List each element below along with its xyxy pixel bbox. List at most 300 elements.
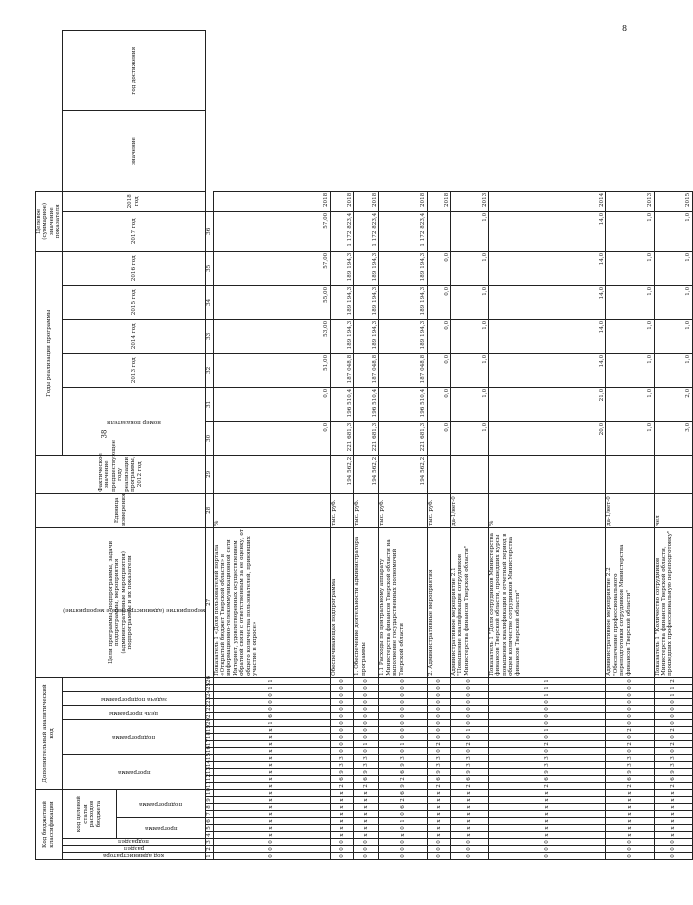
column-number: 35 bbox=[206, 251, 213, 285]
code-cell: 3 bbox=[654, 755, 692, 762]
fact-cell bbox=[654, 455, 692, 493]
target-value-header: значение bbox=[62, 111, 205, 191]
column-number: 8 bbox=[206, 805, 213, 809]
target-group-header: Целевое (суммарное) значение показателя bbox=[36, 191, 63, 251]
code-cell: x bbox=[213, 804, 330, 811]
code-cell: 6 bbox=[379, 790, 427, 797]
code-cell: 0 bbox=[451, 853, 489, 860]
year-value-cell: 1,0 bbox=[654, 353, 692, 387]
analytic-col-header: мероприятие (административное мероприятие) bbox=[62, 527, 205, 691]
row-name: Административное мероприятие 2.2 "Обеспечение профессионального переподготовки сотрудников Министерства финансов Тверской области" bbox=[606, 527, 654, 677]
year-value-cell: 189 194,3 bbox=[379, 285, 427, 319]
code-cell: 0 bbox=[654, 713, 692, 720]
code-cell: x bbox=[488, 818, 605, 825]
program-name-header: Цели программы, подпрограммы, задачи подпрограммы, мероприятия (административные мероприятия) подпрограммы и их показатели bbox=[36, 527, 206, 677]
program-table bbox=[35, 30, 693, 860]
code-cell: 6 bbox=[427, 776, 450, 783]
code-cell: 9 bbox=[451, 769, 489, 776]
code-cell: x bbox=[606, 825, 654, 832]
year-value-cell: 221 681,3 bbox=[330, 421, 353, 455]
target-value-cell: 1,0 bbox=[654, 211, 692, 251]
code-cell: 0 bbox=[451, 734, 489, 741]
year-header: 2015 год bbox=[62, 285, 205, 319]
target-value-cell: 1 172 823,4 bbox=[330, 211, 353, 251]
unit-cell: чел bbox=[654, 493, 692, 527]
row-name: Показатель 1 "Количество сотрудников Министерства финансов Тверской области, прошедших профессиональную переподготовку" bbox=[654, 527, 692, 677]
column-number: 4 bbox=[206, 833, 213, 837]
year-header: 2014 год bbox=[62, 319, 205, 353]
column-number: 36 bbox=[206, 211, 213, 251]
year-value-cell: 1,0 bbox=[451, 387, 489, 421]
code-cell: x bbox=[654, 832, 692, 839]
code-cell: 0 bbox=[330, 706, 353, 713]
code-cell: 3 bbox=[379, 755, 427, 762]
year-value-cell: 189 194,3 bbox=[330, 251, 353, 285]
column-number: 25 bbox=[206, 682, 213, 690]
code-cell: 2 bbox=[654, 727, 692, 734]
code-cell: 3 bbox=[330, 755, 353, 762]
column-number: 11 bbox=[206, 780, 213, 788]
target-year-cell: 2014 bbox=[488, 191, 605, 211]
year-value-cell: 57,00 bbox=[213, 251, 330, 285]
code-cell: x bbox=[330, 804, 353, 811]
code-cell: 0 bbox=[379, 706, 427, 713]
column-number: 14 bbox=[206, 759, 213, 767]
column-number: 13 bbox=[206, 766, 213, 774]
years-group-header: Годы реализации программы bbox=[36, 251, 63, 455]
code-cell: 0 bbox=[606, 720, 654, 727]
code-cell: 0 bbox=[354, 734, 379, 741]
code-cell: x bbox=[606, 811, 654, 818]
code-cell: 0 bbox=[330, 699, 353, 706]
code-cell: 2 bbox=[488, 741, 605, 748]
column-number: 1 bbox=[206, 854, 213, 858]
code-cell: 0 bbox=[213, 853, 330, 860]
fact-cell bbox=[606, 455, 654, 493]
code-cell: 6 bbox=[379, 804, 427, 811]
code-cell: 0 bbox=[654, 839, 692, 846]
analytic-code-header: Дополнительный аналитический код bbox=[36, 677, 63, 789]
code-cell: x bbox=[213, 790, 330, 797]
column-number: 7 bbox=[206, 812, 213, 816]
code-cell: 0 bbox=[427, 699, 450, 706]
code-cell: 0 bbox=[451, 720, 489, 727]
code-cell: x bbox=[488, 811, 605, 818]
code-cell: x bbox=[654, 797, 692, 804]
code-cell: x bbox=[654, 818, 692, 825]
code-cell: 0 bbox=[379, 713, 427, 720]
code-cell: 0 bbox=[488, 734, 605, 741]
code-cell: 9 bbox=[427, 769, 450, 776]
code-cell: 0 bbox=[379, 677, 427, 684]
unit-cell: % bbox=[213, 493, 330, 527]
column-number: 34 bbox=[206, 285, 213, 319]
year-value-cell: 0,0 bbox=[427, 353, 450, 387]
code-cell: 2 bbox=[379, 776, 427, 783]
code-cell: 0 bbox=[354, 748, 379, 755]
row-name: Обеспечивающая подпрограмма bbox=[330, 527, 353, 677]
target-year-cell: 2018 bbox=[379, 191, 427, 211]
code-cell: x bbox=[606, 832, 654, 839]
year-value-cell: 1,0 bbox=[606, 421, 654, 455]
code-cell: 0 bbox=[330, 741, 353, 748]
code-cell: 2 bbox=[654, 741, 692, 748]
code-cell: x bbox=[213, 762, 330, 769]
unit-cell: % bbox=[488, 493, 605, 527]
analytic-col-header: программа bbox=[62, 755, 205, 790]
code-cell: x bbox=[488, 790, 605, 797]
code-cell: 3 bbox=[451, 762, 489, 769]
fact-cell bbox=[427, 455, 450, 493]
code-cell: x bbox=[354, 811, 379, 818]
code-cell: 6 bbox=[213, 713, 330, 720]
year-value-cell: 187 048,8 bbox=[354, 353, 379, 387]
code-cell: x bbox=[330, 832, 353, 839]
row-name: Показатель 1 "Доля сотрудников Министерства финансов Тверской области, прошедших курсы повышения квалификации в отчетный период в общем количестве сотрудников Министерства финансов Тверской области" bbox=[488, 527, 605, 677]
code-cell: 1 bbox=[488, 685, 605, 692]
code-cell: 1 bbox=[379, 818, 427, 825]
code-cell: x bbox=[213, 783, 330, 790]
code-cell: 1 bbox=[451, 727, 489, 734]
budget-code-sub-header: код целевой статьи расходов бюджета bbox=[62, 790, 116, 839]
code-cell: 0 bbox=[606, 853, 654, 860]
year-value-cell: 0,0 bbox=[213, 421, 330, 455]
column-number: 31 bbox=[206, 387, 213, 421]
year-value-cell: 1,0 bbox=[451, 353, 489, 387]
year-value-cell: 53,00 bbox=[213, 319, 330, 353]
code-cell: 9 bbox=[606, 769, 654, 776]
unit-header: Единица измерения bbox=[36, 493, 206, 527]
rotated-page bbox=[35, 30, 692, 860]
code-cell: x bbox=[488, 832, 605, 839]
year-value-cell: 0,0 bbox=[213, 387, 330, 421]
code-cell: x bbox=[213, 741, 330, 748]
code-cell: 0 bbox=[427, 720, 450, 727]
code-cell: x bbox=[354, 832, 379, 839]
budget-code-header: Код бюджетной классификации bbox=[36, 790, 63, 860]
code-cell: 0 bbox=[354, 692, 379, 699]
code-cell: 0 bbox=[379, 734, 427, 741]
code-cell: 0 bbox=[427, 706, 450, 713]
code-cell: 0 bbox=[330, 748, 353, 755]
column-number: 5 bbox=[206, 826, 213, 830]
code-cell: 2 bbox=[379, 797, 427, 804]
code-cell: x bbox=[330, 797, 353, 804]
code-cell: 0 bbox=[330, 713, 353, 720]
code-cell: 0 bbox=[213, 846, 330, 853]
code-cell: x bbox=[606, 804, 654, 811]
year-value-cell: 55,00 bbox=[213, 285, 330, 319]
code-cell: x bbox=[330, 811, 353, 818]
fact-cell: 194 562,2 bbox=[330, 455, 353, 493]
code-cell: 1 bbox=[488, 692, 605, 699]
fact-cell bbox=[488, 455, 605, 493]
code-cell: x bbox=[354, 797, 379, 804]
code-cell: 3 bbox=[488, 762, 605, 769]
code-cell: 0 bbox=[213, 839, 330, 846]
fact-cell bbox=[213, 455, 330, 493]
year-value-cell: 1,0 bbox=[451, 319, 489, 353]
analytic-col-header: подпрограмма bbox=[62, 720, 205, 755]
code-cell: 0 bbox=[451, 846, 489, 853]
code-cell: 2 bbox=[606, 783, 654, 790]
code-col-header: раздел bbox=[62, 846, 205, 853]
code-cell: x bbox=[427, 804, 450, 811]
code-cell: 0 bbox=[451, 706, 489, 713]
code-cell: 0 bbox=[379, 720, 427, 727]
year-value-cell: 1,0 bbox=[606, 319, 654, 353]
code-cell: x bbox=[213, 832, 330, 839]
year-value-cell: 0,0 bbox=[427, 319, 450, 353]
code-cell: 0 bbox=[606, 748, 654, 755]
table-row bbox=[354, 31, 379, 860]
code-cell: x bbox=[451, 811, 489, 818]
target-year-cell: 2018 bbox=[213, 191, 330, 211]
code-cell: 1 bbox=[213, 720, 330, 727]
code-cell: x bbox=[451, 790, 489, 797]
column-number: 29 bbox=[206, 455, 213, 493]
code-cell: 0 bbox=[488, 846, 605, 853]
code-cell: 1 bbox=[213, 677, 330, 684]
code-cell: 0 bbox=[379, 811, 427, 818]
code-cell: 9 bbox=[354, 769, 379, 776]
column-numbers-row bbox=[206, 31, 213, 860]
code-cell: 1 bbox=[379, 741, 427, 748]
column-number: 27 bbox=[206, 527, 213, 677]
code-cell: 2 bbox=[451, 741, 489, 748]
code-cell: x bbox=[354, 818, 379, 825]
column-number: 10 bbox=[206, 787, 213, 795]
code-cell: x bbox=[354, 804, 379, 811]
code-cell: 0 bbox=[427, 727, 450, 734]
code-cell: 0 bbox=[330, 846, 353, 853]
year-header: 2017 год bbox=[62, 211, 205, 251]
code-cell: 0 bbox=[654, 748, 692, 755]
year-value-cell: 189 194,3 bbox=[354, 285, 379, 319]
code-cell: 0 bbox=[330, 853, 353, 860]
code-cell: 0 bbox=[427, 713, 450, 720]
year-value-cell: 189 194,3 bbox=[330, 319, 353, 353]
row-name: 1. Обеспечение деятельности администратора программы bbox=[354, 527, 379, 677]
column-number: 23 bbox=[206, 696, 213, 704]
column-number: 9 bbox=[206, 798, 213, 802]
code-cell: 0 bbox=[379, 846, 427, 853]
column-number: 18 bbox=[206, 731, 213, 739]
code-cell: x bbox=[427, 832, 450, 839]
target-year-cell: 2018 bbox=[427, 191, 450, 211]
column-number: 24 bbox=[206, 689, 213, 697]
code-cell: 1 bbox=[654, 692, 692, 699]
year-value-cell: 196 510,4 bbox=[354, 387, 379, 421]
code-cell: 9 bbox=[379, 762, 427, 769]
code-cell: 0 bbox=[654, 846, 692, 853]
unit-cell: тыс. руб. bbox=[379, 493, 427, 527]
code-cell: x bbox=[427, 797, 450, 804]
code-cell: x bbox=[488, 804, 605, 811]
code-cell: 6 bbox=[330, 776, 353, 783]
code-cell: 0 bbox=[606, 692, 654, 699]
year-value-cell: 196 510,4 bbox=[330, 387, 353, 421]
code-cell: 9 bbox=[654, 769, 692, 776]
code-cell: 0 bbox=[606, 734, 654, 741]
code-cell: 0 bbox=[354, 853, 379, 860]
subprogram-code-header: подпрограмма bbox=[116, 790, 205, 818]
fact-cell bbox=[451, 455, 489, 493]
code-cell: 9 bbox=[330, 769, 353, 776]
code-cell: x bbox=[488, 797, 605, 804]
code-cell: x bbox=[451, 832, 489, 839]
code-cell: 3 bbox=[354, 755, 379, 762]
code-cell: 0 bbox=[606, 699, 654, 706]
code-cell: 0 bbox=[451, 699, 489, 706]
table-row bbox=[427, 31, 450, 860]
code-cell: 0 bbox=[330, 685, 353, 692]
year-value-cell: 14,0 bbox=[488, 285, 605, 319]
code-cell: 0 bbox=[379, 699, 427, 706]
code-cell: x bbox=[654, 811, 692, 818]
code-cell: 0 bbox=[213, 692, 330, 699]
table-row bbox=[606, 31, 654, 860]
unit-cell: да-1/нет-0 bbox=[606, 493, 654, 527]
code-cell: 2 bbox=[654, 783, 692, 790]
code-cell: 0 bbox=[379, 825, 427, 832]
year-value-cell: 221 681,3 bbox=[354, 421, 379, 455]
code-cell: 0 bbox=[488, 839, 605, 846]
code-cell: 0 bbox=[379, 685, 427, 692]
target-year-cell: 2018 bbox=[330, 191, 353, 211]
code-cell: 0 bbox=[354, 706, 379, 713]
row-name: 2. Административные мероприятия bbox=[427, 527, 450, 677]
code-cell: x bbox=[330, 818, 353, 825]
code-cell: 0 bbox=[606, 706, 654, 713]
code-cell: 0 bbox=[379, 853, 427, 860]
code-cell: 0 bbox=[488, 699, 605, 706]
code-cell: 1 bbox=[488, 677, 605, 684]
code-cell: 0 bbox=[427, 846, 450, 853]
year-value-cell: 187 048,8 bbox=[379, 353, 427, 387]
code-cell: x bbox=[213, 825, 330, 832]
corner-mark: 8 bbox=[622, 24, 628, 33]
code-cell: 2 bbox=[427, 741, 450, 748]
code-cell: 0 bbox=[606, 713, 654, 720]
code-cell: 6 bbox=[488, 776, 605, 783]
table-row bbox=[213, 31, 330, 860]
code-cell: 0 bbox=[606, 685, 654, 692]
target-year-cell: 2018 bbox=[354, 191, 379, 211]
code-cell: 0 bbox=[354, 846, 379, 853]
code-cell: 0 bbox=[330, 720, 353, 727]
code-col-header: подраздел bbox=[62, 839, 205, 846]
code-cell: x bbox=[213, 727, 330, 734]
year-value-cell: 189 194,3 bbox=[354, 319, 379, 353]
code-cell: 1 bbox=[354, 741, 379, 748]
column-number: 30 bbox=[206, 421, 213, 455]
column-number: 12 bbox=[206, 773, 213, 781]
year-value-cell: 3,0 bbox=[654, 421, 692, 455]
code-cell: 0 bbox=[427, 734, 450, 741]
analytic-col-header: номер показателя bbox=[62, 387, 205, 455]
code-cell: 0 bbox=[213, 706, 330, 713]
code-cell: 0 bbox=[213, 699, 330, 706]
code-cell: 0 bbox=[330, 734, 353, 741]
code-cell: 3 bbox=[488, 755, 605, 762]
code-cell: x bbox=[379, 832, 427, 839]
year-value-cell: 51,00 bbox=[213, 353, 330, 387]
column-number: 17 bbox=[206, 738, 213, 746]
year-value-cell: 189 194,3 bbox=[379, 319, 427, 353]
code-cell: 0 bbox=[488, 748, 605, 755]
analytic-col-header: задача подпрограммы bbox=[62, 692, 205, 706]
fact-cell: 194 562,2 bbox=[354, 455, 379, 493]
code-cell: 0 bbox=[354, 677, 379, 684]
code-cell: x bbox=[451, 804, 489, 811]
code-col-header: код администратора bbox=[62, 853, 205, 860]
target-value-cell: 1,0 bbox=[451, 211, 489, 251]
code-cell: x bbox=[354, 825, 379, 832]
unit-cell: тыс. руб. bbox=[354, 493, 379, 527]
code-cell: 0 bbox=[451, 713, 489, 720]
code-cell: 0 bbox=[379, 748, 427, 755]
analytic-col-header: цель программы bbox=[62, 706, 205, 720]
code-cell: x bbox=[213, 748, 330, 755]
code-cell: 0 bbox=[427, 692, 450, 699]
table-row bbox=[379, 31, 427, 860]
column-number: 28 bbox=[206, 493, 213, 527]
year-value-cell: 14,0 bbox=[488, 251, 605, 285]
target-year-header: год достижения bbox=[62, 31, 205, 111]
code-cell: 6 bbox=[606, 776, 654, 783]
code-cell: x bbox=[451, 818, 489, 825]
code-cell: 0 bbox=[451, 839, 489, 846]
year-header: 2013 год bbox=[62, 353, 205, 387]
code-cell: 0 bbox=[654, 699, 692, 706]
code-cell: 9 bbox=[488, 769, 605, 776]
code-cell: x bbox=[427, 825, 450, 832]
code-cell: x bbox=[213, 797, 330, 804]
code-cell: 0 bbox=[488, 853, 605, 860]
code-cell: 0 bbox=[427, 677, 450, 684]
year-value-cell: 0,0 bbox=[427, 285, 450, 319]
table-row bbox=[654, 31, 692, 860]
column-number: 15 bbox=[206, 752, 213, 760]
code-cell: 0 bbox=[451, 677, 489, 684]
fact-year-header: Фактическое значение предшествующее году реализации программы, 2012 год bbox=[36, 455, 206, 493]
column-number: 26 bbox=[206, 675, 213, 683]
code-cell: 1 bbox=[488, 727, 605, 734]
code-cell: 3 bbox=[354, 762, 379, 769]
code-cell: 3 bbox=[427, 762, 450, 769]
code-cell: 3 bbox=[427, 755, 450, 762]
table-body bbox=[213, 31, 692, 860]
year-value-cell: 1,0 bbox=[606, 251, 654, 285]
year-value-cell: 0,0 bbox=[427, 251, 450, 285]
code-cell: 0 bbox=[379, 692, 427, 699]
unit-cell: да-1/нет-0 bbox=[451, 493, 489, 527]
code-cell: 6 bbox=[354, 776, 379, 783]
code-cell: 2 bbox=[488, 783, 605, 790]
code-cell: 0 bbox=[379, 839, 427, 846]
column-number: 2 bbox=[206, 847, 213, 851]
year-value-cell: 221 681,3 bbox=[379, 421, 427, 455]
code-cell: 0 bbox=[354, 699, 379, 706]
code-cell: x bbox=[451, 797, 489, 804]
code-cell: x bbox=[213, 811, 330, 818]
code-cell: 2 bbox=[606, 741, 654, 748]
code-cell: 0 bbox=[379, 727, 427, 734]
code-cell: x bbox=[213, 734, 330, 741]
code-cell: 6 bbox=[654, 776, 692, 783]
code-cell: x bbox=[213, 776, 330, 783]
